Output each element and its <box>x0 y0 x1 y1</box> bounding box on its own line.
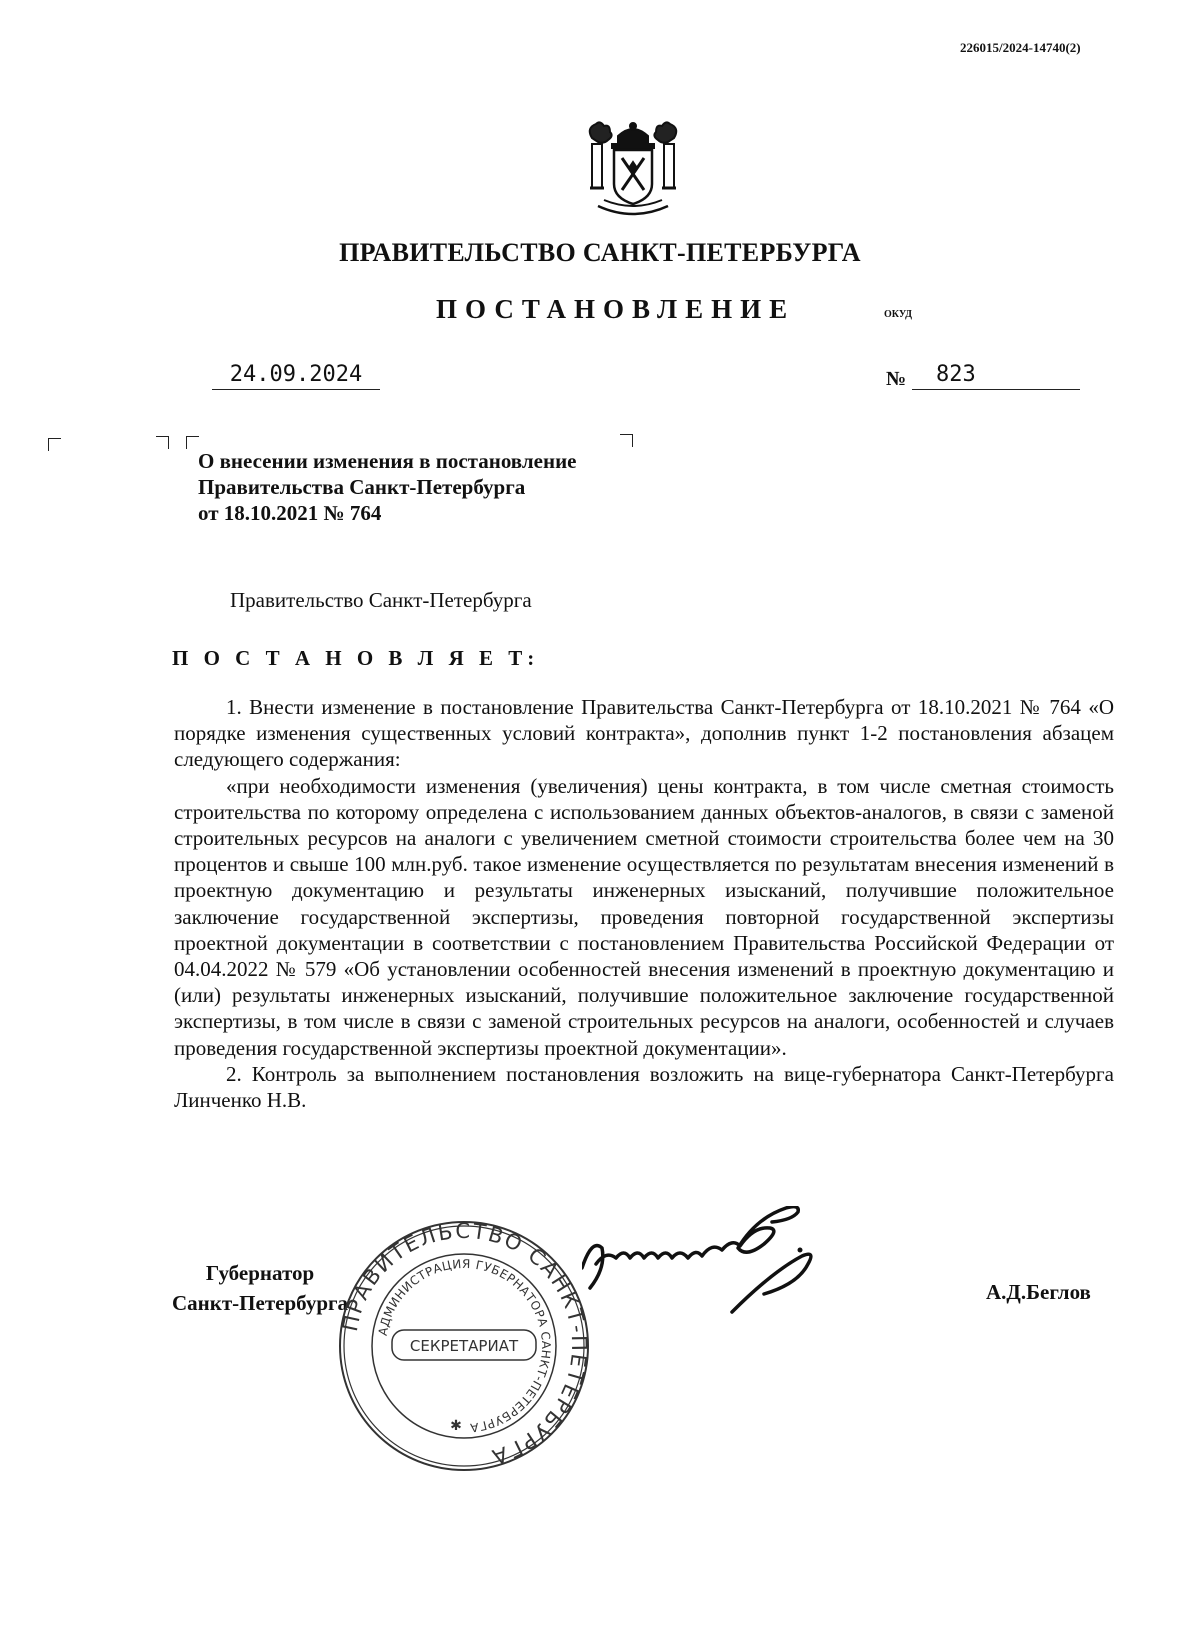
title-line: О внесении изменения в постановление <box>198 449 577 473</box>
signatory-title-line: Губернатор <box>205 1261 315 1285</box>
corner-mark-title-open-right <box>156 436 169 449</box>
document-body <box>174 694 1114 1113</box>
seal-inner-text: АДМИНИСТРАЦИЯ ГУБЕРНАТОРА САНКТ-ПЕТЕРБУРГА <box>375 1256 554 1435</box>
paragraph-item-2: 2. Контроль за выполнением постановления возложить на вице-губернатора Санкт-Петербурга Линченко Н.В. <box>174 1061 1114 1113</box>
handwritten-signature <box>582 1206 892 1326</box>
paragraph-item-1: 1. Внести изменение в постановление Правительства Санкт-Петербурга от 18.10.2021 № 764 «О порядке изменения существенных условий контракта», дополнив пункт 1-2 постановления абзацем следующего содержания: <box>174 695 1114 772</box>
signatory-title <box>172 1258 348 1318</box>
title-line: Правительства Санкт-Петербурга <box>198 475 526 499</box>
decree-word: П О С Т А Н О В Л Я Е Т: <box>172 646 540 670</box>
seal-center-text: СЕКРЕТАРИАТ <box>409 1337 519 1355</box>
title-line: от 18.10.2021 № 764 <box>198 501 382 525</box>
document-date: 24.09.2024 <box>212 362 380 390</box>
document-registration-number: 226015/2024-14740(2) <box>960 40 1081 55</box>
corner-mark-title-close <box>620 434 633 447</box>
signatory-title-line: Санкт-Петербурга <box>172 1291 349 1315</box>
organization-name: ПРАВИТЕЛЬСТВО САНКТ-ПЕТЕРБУРГА <box>339 238 861 267</box>
number-label: № <box>886 368 907 390</box>
document-number: 823 <box>912 362 1080 390</box>
document-title <box>198 448 577 526</box>
corner-mark-left <box>48 438 61 451</box>
coat-of-arms-icon <box>578 118 688 218</box>
official-seal-stamp <box>336 1218 592 1474</box>
signatory-name: А.Д.Беглов <box>986 1280 1091 1304</box>
preamble: Правительство Санкт-Петербурга <box>230 588 532 612</box>
seal-outer-text: ПРАВИТЕЛЬСТВО САНКТ-ПЕТЕРБУРГА <box>337 1218 592 1470</box>
document-type: ПОСТАНОВЛЕНИЕ <box>436 294 796 324</box>
svg-text:✱: ✱ <box>450 1418 462 1434</box>
okud-label: ОКУД <box>884 309 913 320</box>
paragraph-quote: «при необходимости изменения (увеличения) цены контракта, в том числе сметная стоимость строительства по которому определена с использованием данных объектов-аналогов, в связи с заменой строительных ресурсов на аналоги с увеличением сметной стоимости строительства более чем на 30 процентов и свыше 100 млн.руб. такое изменение осуществляется по результатам внесения изменений в проектную документацию и результаты инженерных изысканий, получившие положительное заключение государственной экспертизы, проведения повторной государственной экспертизы проектной документации в соответствии с постановлением Правительства Российской Федерации от 04.04.2022 № 579 «Об установлении особенностей внесения изменений в проектную документацию и (или) результаты инженерных изысканий, получившие положительное заключение государственной экспертизы, в том числе в связи с заменой строительных ресурсов на аналоги, особенностей и случаев проведения государственной экспертизы проектной документации». <box>174 773 1114 1060</box>
